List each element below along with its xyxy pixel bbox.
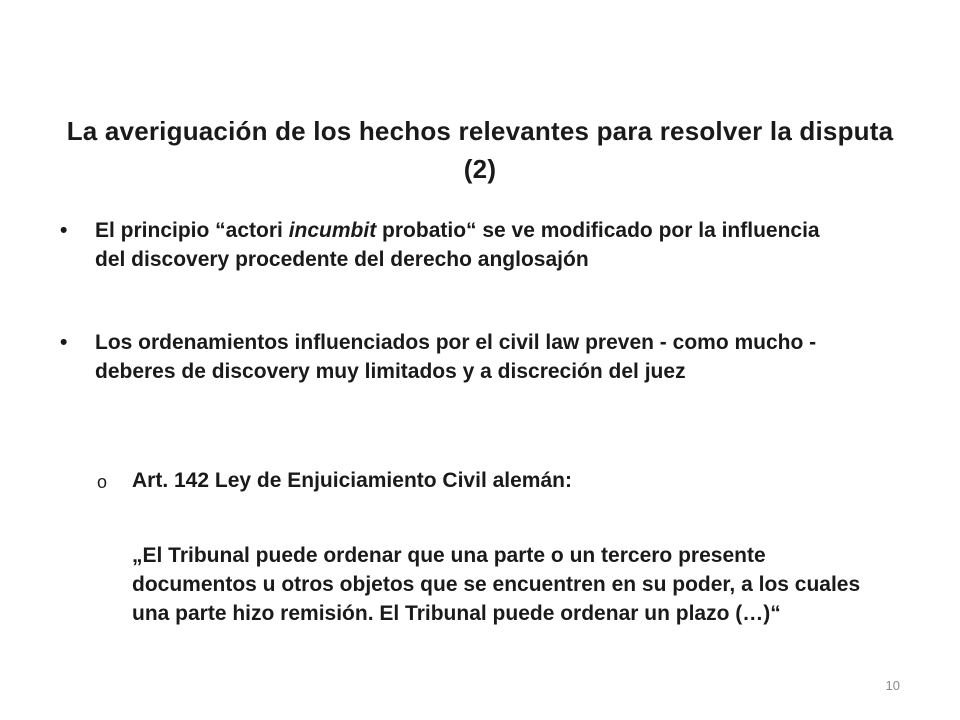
sub-bullet-marker: o [97, 472, 108, 492]
bullet-text [95, 216, 850, 274]
bullet-text-start: El principio “actori [95, 219, 289, 242]
bullet-text-italic: incumbit [288, 219, 377, 242]
bullet-item-1 [60, 216, 850, 274]
bullet-item-2 [60, 328, 850, 386]
bullet-text: Los ordenamientos influenciados por el civil law preven - como mucho -deberes de discovery muy limitados y a discreción del juez [95, 331, 817, 383]
bullet-marker: • [60, 219, 68, 242]
sub-bullet-text: Art. 142 Ley de Enjuiciamiento Civil alemán: [132, 469, 572, 492]
slide-title: La averiguación de los hechos relevantes para resolver la disputa (2) [66, 116, 894, 184]
page-number: 10 [885, 678, 900, 693]
sub-bullet-item [97, 466, 857, 495]
bullet-text-end: probatio“ se ve modificado por la influencia del discovery procedente del derecho anglosajón [95, 219, 820, 271]
legal-quote: „El Tribunal puede ordenar que una parte o un tercero presente documentos u otros objetos que se encuentren en su poder, a los cuales una parte hizo remisión. El Tribunal puede ordenar un plazo (…)“ [132, 544, 861, 625]
bullet-marker: • [60, 331, 68, 354]
